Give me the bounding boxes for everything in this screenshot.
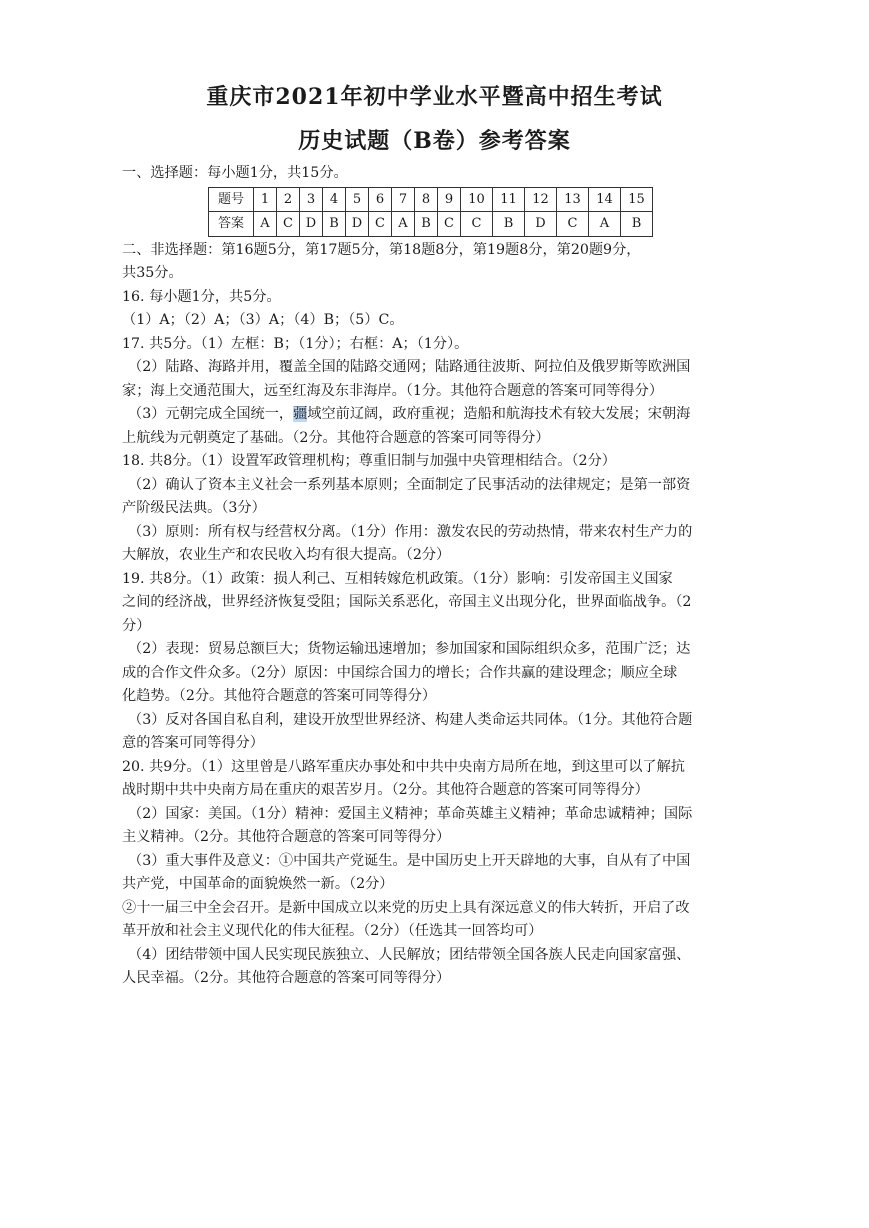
q17-part2: （2）陆路、海路并用，覆盖全国的陆路交通网；陆路通往波斯、阿拉伯及俄罗斯等欧洲国 xyxy=(128,359,691,375)
question-number-cell: 10 xyxy=(461,187,493,212)
q16-line: 16. 每小题1分，共5分。 xyxy=(122,288,281,305)
section2-heading: 二、非选择题：第16题5分，第17题5分，第18题8分，第19题8分，第20题9分， xyxy=(122,241,641,258)
q17-line: 17. 共5分。（1）左框：B；（1分）；右框：A；（1分）。 xyxy=(122,335,469,352)
q20-line: 20. 共9分。（1）这里曾是八路军重庆办事处和中共中央南方局所在地，到这里可以了解抗 xyxy=(122,758,685,775)
answer-cell: B xyxy=(415,212,438,237)
q18-line: 18. 共8分。（1）设置军政管理机构；尊重旧制与加强中央管理相结合。（2分） xyxy=(122,453,616,469)
q20-part2-cont: 主义精神。（2分。其他符合题意的答案可同等得分） xyxy=(122,829,451,845)
question-number-cell: 7 xyxy=(392,187,415,212)
answer-cell: C xyxy=(438,212,461,237)
answer-table-number-row xyxy=(209,187,653,212)
section1-heading: 一、选择题：每小题1分，共15分。 xyxy=(122,165,348,181)
answer-cell: D xyxy=(300,212,323,237)
answer-table-row-header: 答案 xyxy=(209,212,254,237)
answer-cell: C xyxy=(557,212,589,237)
q20-part3-item2-cont: 革开放和社会主义现代化的伟大征程。（2分）（任选其一回答均可） xyxy=(122,923,543,939)
question-number-cell: 15 xyxy=(621,187,653,212)
q20-part3: （3）重大事件及意义：①中国共产党诞生。是中国历史上开天辟地的大事，自从有了中国 xyxy=(128,852,691,869)
q17-part3 xyxy=(122,403,747,427)
question-number-cell: 14 xyxy=(589,187,621,212)
q20-part3-cont: 共产党，中国革命的面貌焕然一新。（2分） xyxy=(122,876,394,892)
q20-line-cont: 战时期中共中央南方局在重庆的艰苦岁月。（2分。其他符合题意的答案可同等得分） xyxy=(122,782,649,798)
q18-part3: （3）原则：所有权与经营权分离。（1分）作用：激发农民的劳动热情，带来农村生产力的 xyxy=(128,523,693,540)
answer-cell: C xyxy=(277,212,300,237)
q19-part2: （2）表现：贸易总额巨大；货物运输迅速增加；参加国家和国际组织众多，范围广泛；达 xyxy=(128,641,691,657)
answer-cell: C xyxy=(369,212,392,237)
q17-part3-cont: 上航线为元朝奠定了基础。（2分。其他符合题意的答案可同等得分） xyxy=(122,429,550,446)
question-number-cell: 9 xyxy=(438,187,461,212)
q19-part3: （3）反对各国自私自利，建设开放型世界经济、构建人类命运共同体。（1分。其他符合题 xyxy=(128,711,693,728)
q20-part4: （4）团结带领中国人民实现民族独立、人民解放；团结带领全国各族人民走向国家富强、 xyxy=(128,946,691,963)
answer-cell: A xyxy=(254,212,277,237)
answer-cell: A xyxy=(589,212,621,237)
answer-cell: C xyxy=(461,212,493,237)
q17-part2-cont: 家；海上交通范围大，远至红海及东非海岸。（1分。其他符合题意的答案可同等得分） xyxy=(122,382,664,399)
answer-table xyxy=(208,187,653,237)
selected-text-highlight[interactable]: 疆 xyxy=(293,406,308,422)
q19-line: 19. 共8分。（1）政策：损人利己、互相转嫁危机政策。（1分）影响：引发帝国主义国家 xyxy=(122,570,673,587)
answer-cell: D xyxy=(346,212,369,237)
answer-cell: B xyxy=(323,212,346,237)
answer-cell: A xyxy=(392,212,415,237)
section2-heading-cont: 共35分。 xyxy=(122,265,183,281)
answer-table-answer-row xyxy=(209,212,653,237)
answer-cell: B xyxy=(621,212,653,237)
q17-part3-text-cont: 域空前辽阔，政府重视；造船和航海技术有较大发展；宋朝海 xyxy=(307,406,691,422)
q18-part2-cont: 产阶级民法典。（3分） xyxy=(122,500,266,516)
question-number-cell: 13 xyxy=(557,187,589,212)
q17-part3-text: （3）元朝完成全国统一， xyxy=(128,406,294,422)
question-number-cell: 12 xyxy=(525,187,557,212)
q18-part3-cont: 大解放，农业生产和农民收入均有很大提高。（2分） xyxy=(122,547,451,563)
q19-part2-cont: 成的合作文件众多。（2分）原因：中国综合国力的增长；合作共赢的建设理念；顺应全球 xyxy=(122,664,678,681)
answer-cell: D xyxy=(525,212,557,237)
question-number-cell: 1 xyxy=(254,187,277,212)
document-title: 重庆市2021年初中学业水平暨高中招生考试 xyxy=(206,84,663,110)
question-number-cell: 3 xyxy=(300,187,323,212)
q19-line-cont2: 分） xyxy=(122,617,151,634)
q20-part3-item2: ②十一届三中全会召开。是新中国成立以来党的历史上具有深远意义的伟大转折，开启了改 xyxy=(122,899,690,916)
answer-cell: B xyxy=(493,212,525,237)
q19-part2-cont2: 化趋势。（2分。其他符合题意的答案可同等得分） xyxy=(122,688,437,704)
question-number-cell: 2 xyxy=(277,187,300,212)
q16-answers: （1）A；（2）A；（3）A；（4）B；（5）C。 xyxy=(122,312,404,328)
answer-table-row-header: 题号 xyxy=(209,187,254,212)
question-number-cell: 8 xyxy=(415,187,438,212)
q19-line-cont: 之间的经济战，世界经济恢复受阻；国际关系恶化，帝国主义出现分化，世界面临战争。（2 xyxy=(122,594,692,610)
q20-part2: （2）国家：美国。（1分）精神：爱国主义精神；革命英雄主义精神；革命忠诚精神；国际 xyxy=(128,805,693,822)
question-number-cell: 6 xyxy=(369,187,392,212)
q19-part3-cont: 意的答案可同等得分） xyxy=(122,735,264,751)
document-subtitle: 历史试题（B卷）参考答案 xyxy=(298,128,571,154)
question-number-cell: 5 xyxy=(346,187,369,212)
question-number-cell: 4 xyxy=(323,187,346,212)
document-body xyxy=(122,162,747,991)
question-number-cell: 11 xyxy=(493,187,525,212)
q20-part4-cont: 人民幸福。（2分。其他符合题意的答案可同等得分） xyxy=(122,970,451,986)
q18-part2: （2）确认了资本主义社会一系列基本原则；全面制定了民事活动的法律规定；是第一部资 xyxy=(128,476,691,493)
